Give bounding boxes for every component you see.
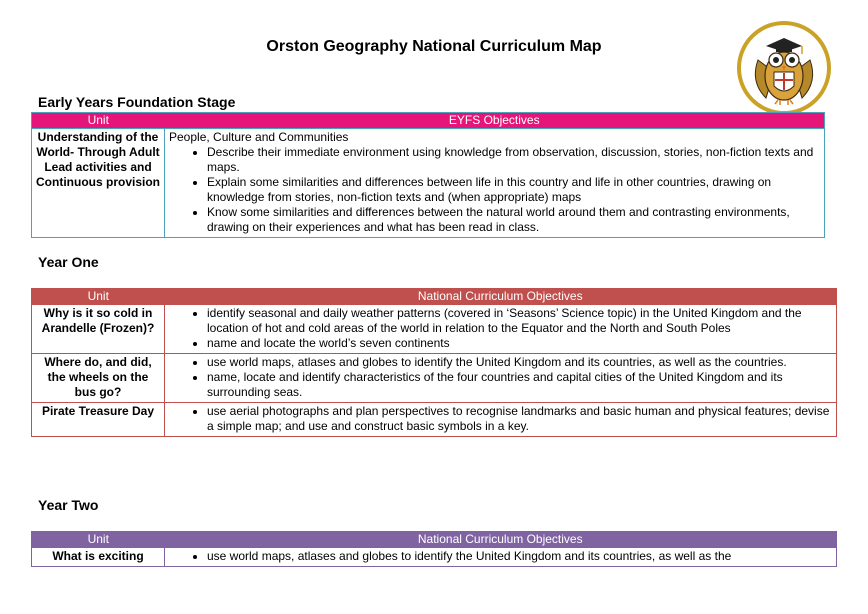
eyfs-table (31, 112, 825, 238)
year-one-header-unit: Unit (32, 289, 165, 305)
eyfs-heading: Early Years Foundation Stage (38, 94, 236, 110)
list-item: • Describe their immediate environment using knowledge from observation, discussion, stories, non-fiction texts and maps. (207, 145, 820, 175)
eyfs-header-objectives: EYFS Objectives (165, 113, 825, 129)
year-two-header-unit: Unit (32, 532, 165, 548)
year-one-header-row (32, 289, 837, 305)
objectives-list (169, 549, 832, 564)
table-row (32, 548, 837, 567)
page-title: Orston Geography National Curriculum Map (266, 38, 602, 55)
list-item: • identify seasonal and daily weather patterns (covered in ‘Seasons’ Science topic) in the United Kingdom and the location of hot and cold areas of the world in relation to the Equator and the North and South Poles (207, 306, 832, 336)
table-row (32, 354, 837, 403)
year-two-header-objectives: National Curriculum Objectives (165, 532, 837, 548)
objectives-list (169, 306, 832, 351)
table-row (32, 305, 837, 354)
unit-cell: What is exciting (32, 548, 165, 567)
objectives-list (169, 404, 832, 434)
list-item: • use aerial photographs and plan perspectives to recognise landmarks and basic human and physical features; devise a simple map; and use and construct basic symbols in a key. (207, 404, 832, 434)
year-two-heading: Year Two (38, 497, 99, 513)
objectives-list (169, 145, 820, 235)
objectives-cell (165, 403, 837, 437)
list-item: • use world maps, atlases and globes to identify the United Kingdom and its countries, as well as the (207, 549, 832, 564)
objectives-cell (165, 305, 837, 354)
eyfs-header-row (32, 113, 825, 129)
unit-cell: Where do, and did, the wheels on the bus go? (32, 354, 165, 403)
list-item: • use world maps, atlases and globes to identify the United Kingdom and its countries, as well as the countries. (207, 355, 832, 370)
unit-cell: Understanding of the World- Through Adult Lead activities and Continuous provision (32, 129, 165, 238)
year-two-table (31, 531, 837, 567)
list-item: • Explain some similarities and differences between life in this country and life in other countries, drawing on knowledge from stories, non-fiction texts and (when appropriate) maps (207, 175, 820, 205)
unit-cell: Why is it so cold in Arandelle (Frozen)? (32, 305, 165, 354)
objectives-intro: People, Culture and Communities (169, 130, 349, 144)
list-item: • name and locate the world’s seven continents (207, 336, 832, 351)
table-row (32, 129, 825, 238)
eyfs-header-unit: Unit (32, 113, 165, 129)
list-item: • Know some similarities and differences between the natural world around them and contrasting environments, drawing on their experiences and what has been read in class. (207, 205, 820, 235)
year-one-table (31, 288, 837, 437)
objectives-cell (165, 548, 837, 567)
list-item: • name, locate and identify characteristics of the four countries and capital cities of the United Kingdom and its surrounding seas. (207, 370, 832, 400)
objectives-cell (165, 354, 837, 403)
year-one-heading: Year One (38, 254, 99, 270)
unit-cell: Pirate Treasure Day (32, 403, 165, 437)
table-row (32, 403, 837, 437)
year-one-header-objectives: National Curriculum Objectives (165, 289, 837, 305)
objectives-cell (165, 129, 825, 238)
year-two-header-row (32, 532, 837, 548)
objectives-list (169, 355, 832, 400)
school-owl-logo-icon (736, 20, 832, 116)
